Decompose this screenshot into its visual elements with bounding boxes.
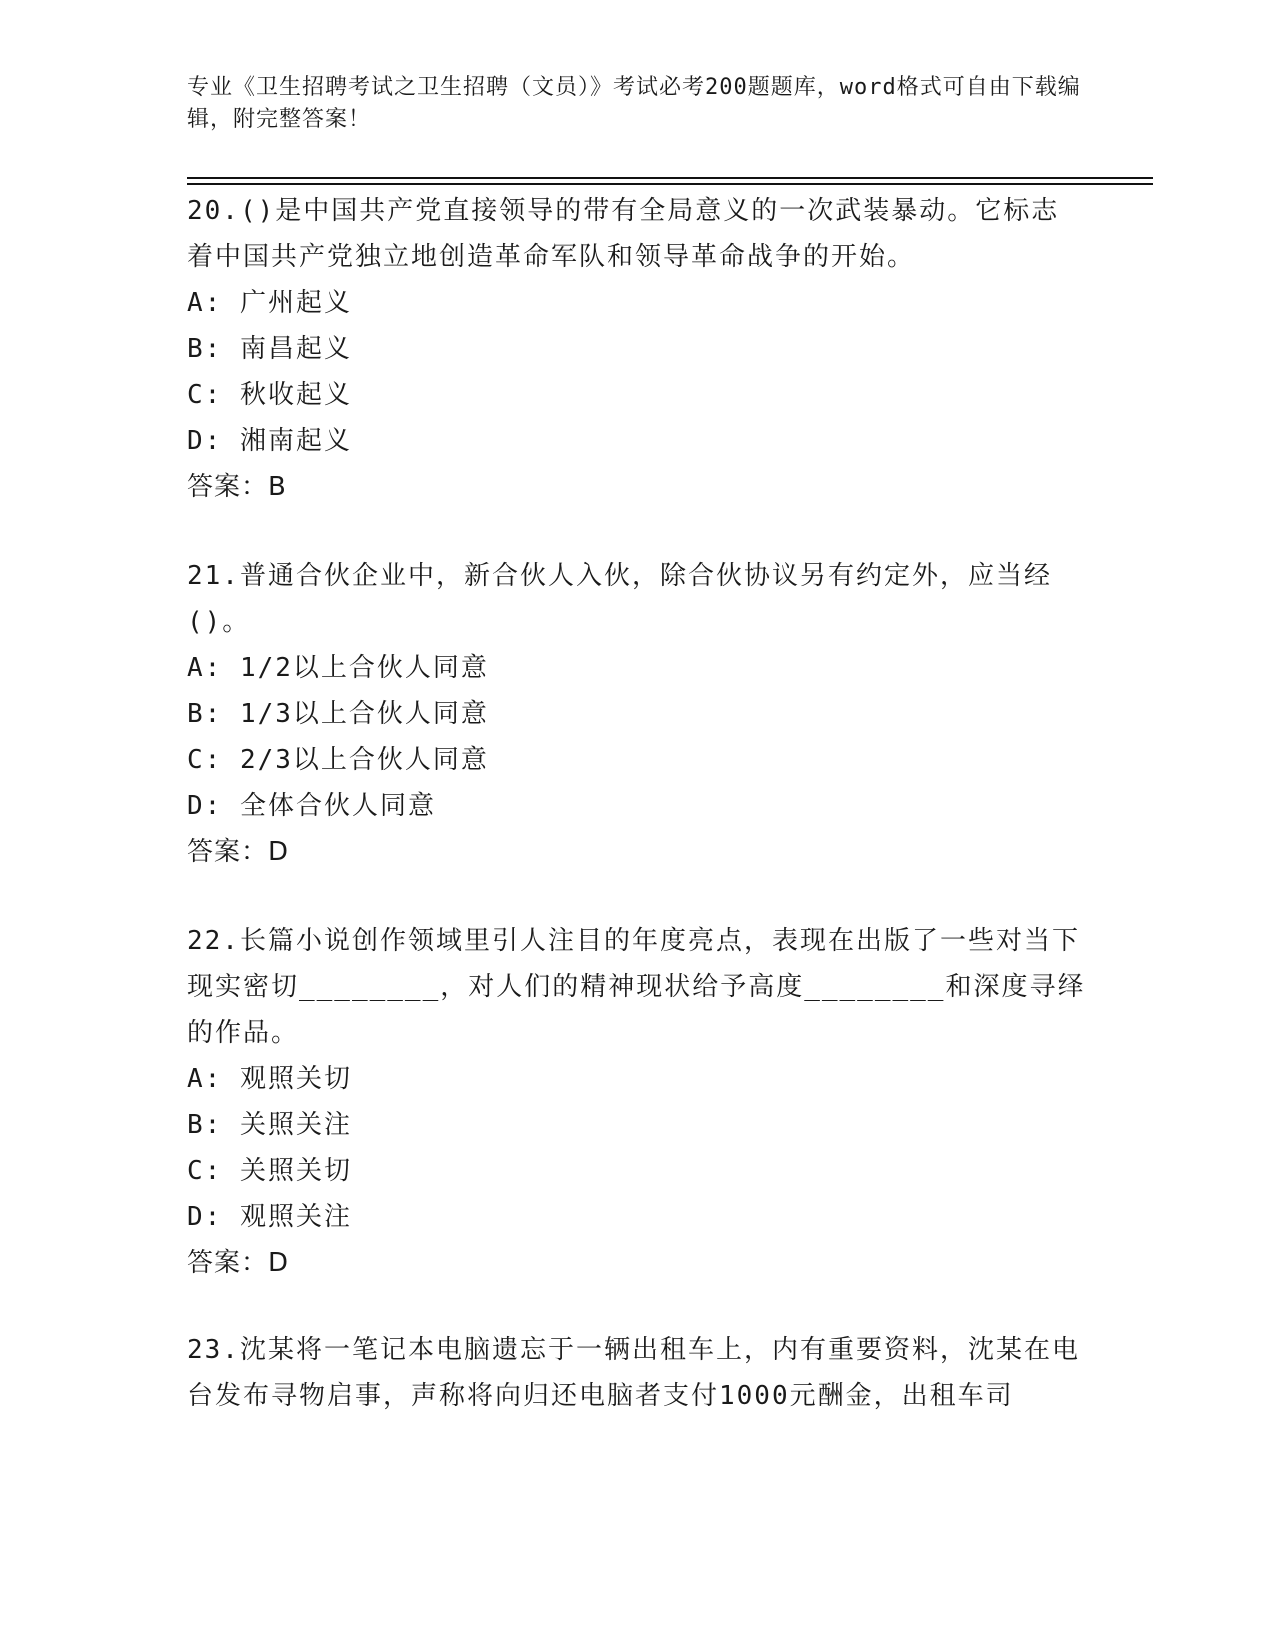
question-stem: 21.普通合伙企业中，新合伙人入伙，除合伙协议另有约定外，应当经()。 <box>187 561 1052 637</box>
answer-line: 答案：D <box>187 1248 290 1278</box>
question-20 <box>187 188 1087 510</box>
question-23 <box>187 1327 1087 1419</box>
document-header: 专业《卫生招聘考试之卫生招聘（文员）》考试必考200题题库，word格式可自由下载编辑，附完整答案！ <box>187 75 1081 132</box>
option-a: A: 观照关切 <box>187 1064 352 1094</box>
option-b: B: 1/3以上合伙人同意 <box>187 699 489 729</box>
question-stem: 20.()是中国共产党直接领导的带有全局意义的一次武装暴动。它标志着中国共产党独立地创造革命军队和领导革命战争的开始。 <box>187 196 1060 272</box>
option-d: D: 全体合伙人同意 <box>187 791 436 821</box>
option-c: C: 2/3以上合伙人同意 <box>187 745 489 775</box>
question-21 <box>187 553 1087 875</box>
option-b: B: 关照关注 <box>187 1110 352 1140</box>
question-22 <box>187 918 1087 1286</box>
option-c: C: 秋收起义 <box>187 380 352 410</box>
answer-line: 答案：D <box>187 837 290 867</box>
option-c: C: 关照关切 <box>187 1156 352 1186</box>
option-d: D: 观照关注 <box>187 1202 352 1232</box>
question-stem: 23.沈某将一笔记本电脑遗忘于一辆出租车上，内有重要资料，沈某在电台发布寻物启事，声称将向归还电脑者支付1000元酬金，出租车司 <box>187 1335 1080 1411</box>
option-a: A: 1/2以上合伙人同意 <box>187 653 489 683</box>
option-d: D: 湘南起义 <box>187 426 352 456</box>
option-a: A: 广州起义 <box>187 288 352 318</box>
header-divider-bottom <box>187 183 1153 185</box>
question-stem: 22.长篇小说创作领域里引人注目的年度亮点，表现在出版了一些对当下现实密切________，对人们的精神现状给予高度________和深度寻绎的作品。 <box>187 926 1086 1048</box>
answer-line: 答案：B <box>187 472 287 502</box>
option-b: B: 南昌起义 <box>187 334 352 364</box>
header-divider-top <box>187 177 1153 179</box>
